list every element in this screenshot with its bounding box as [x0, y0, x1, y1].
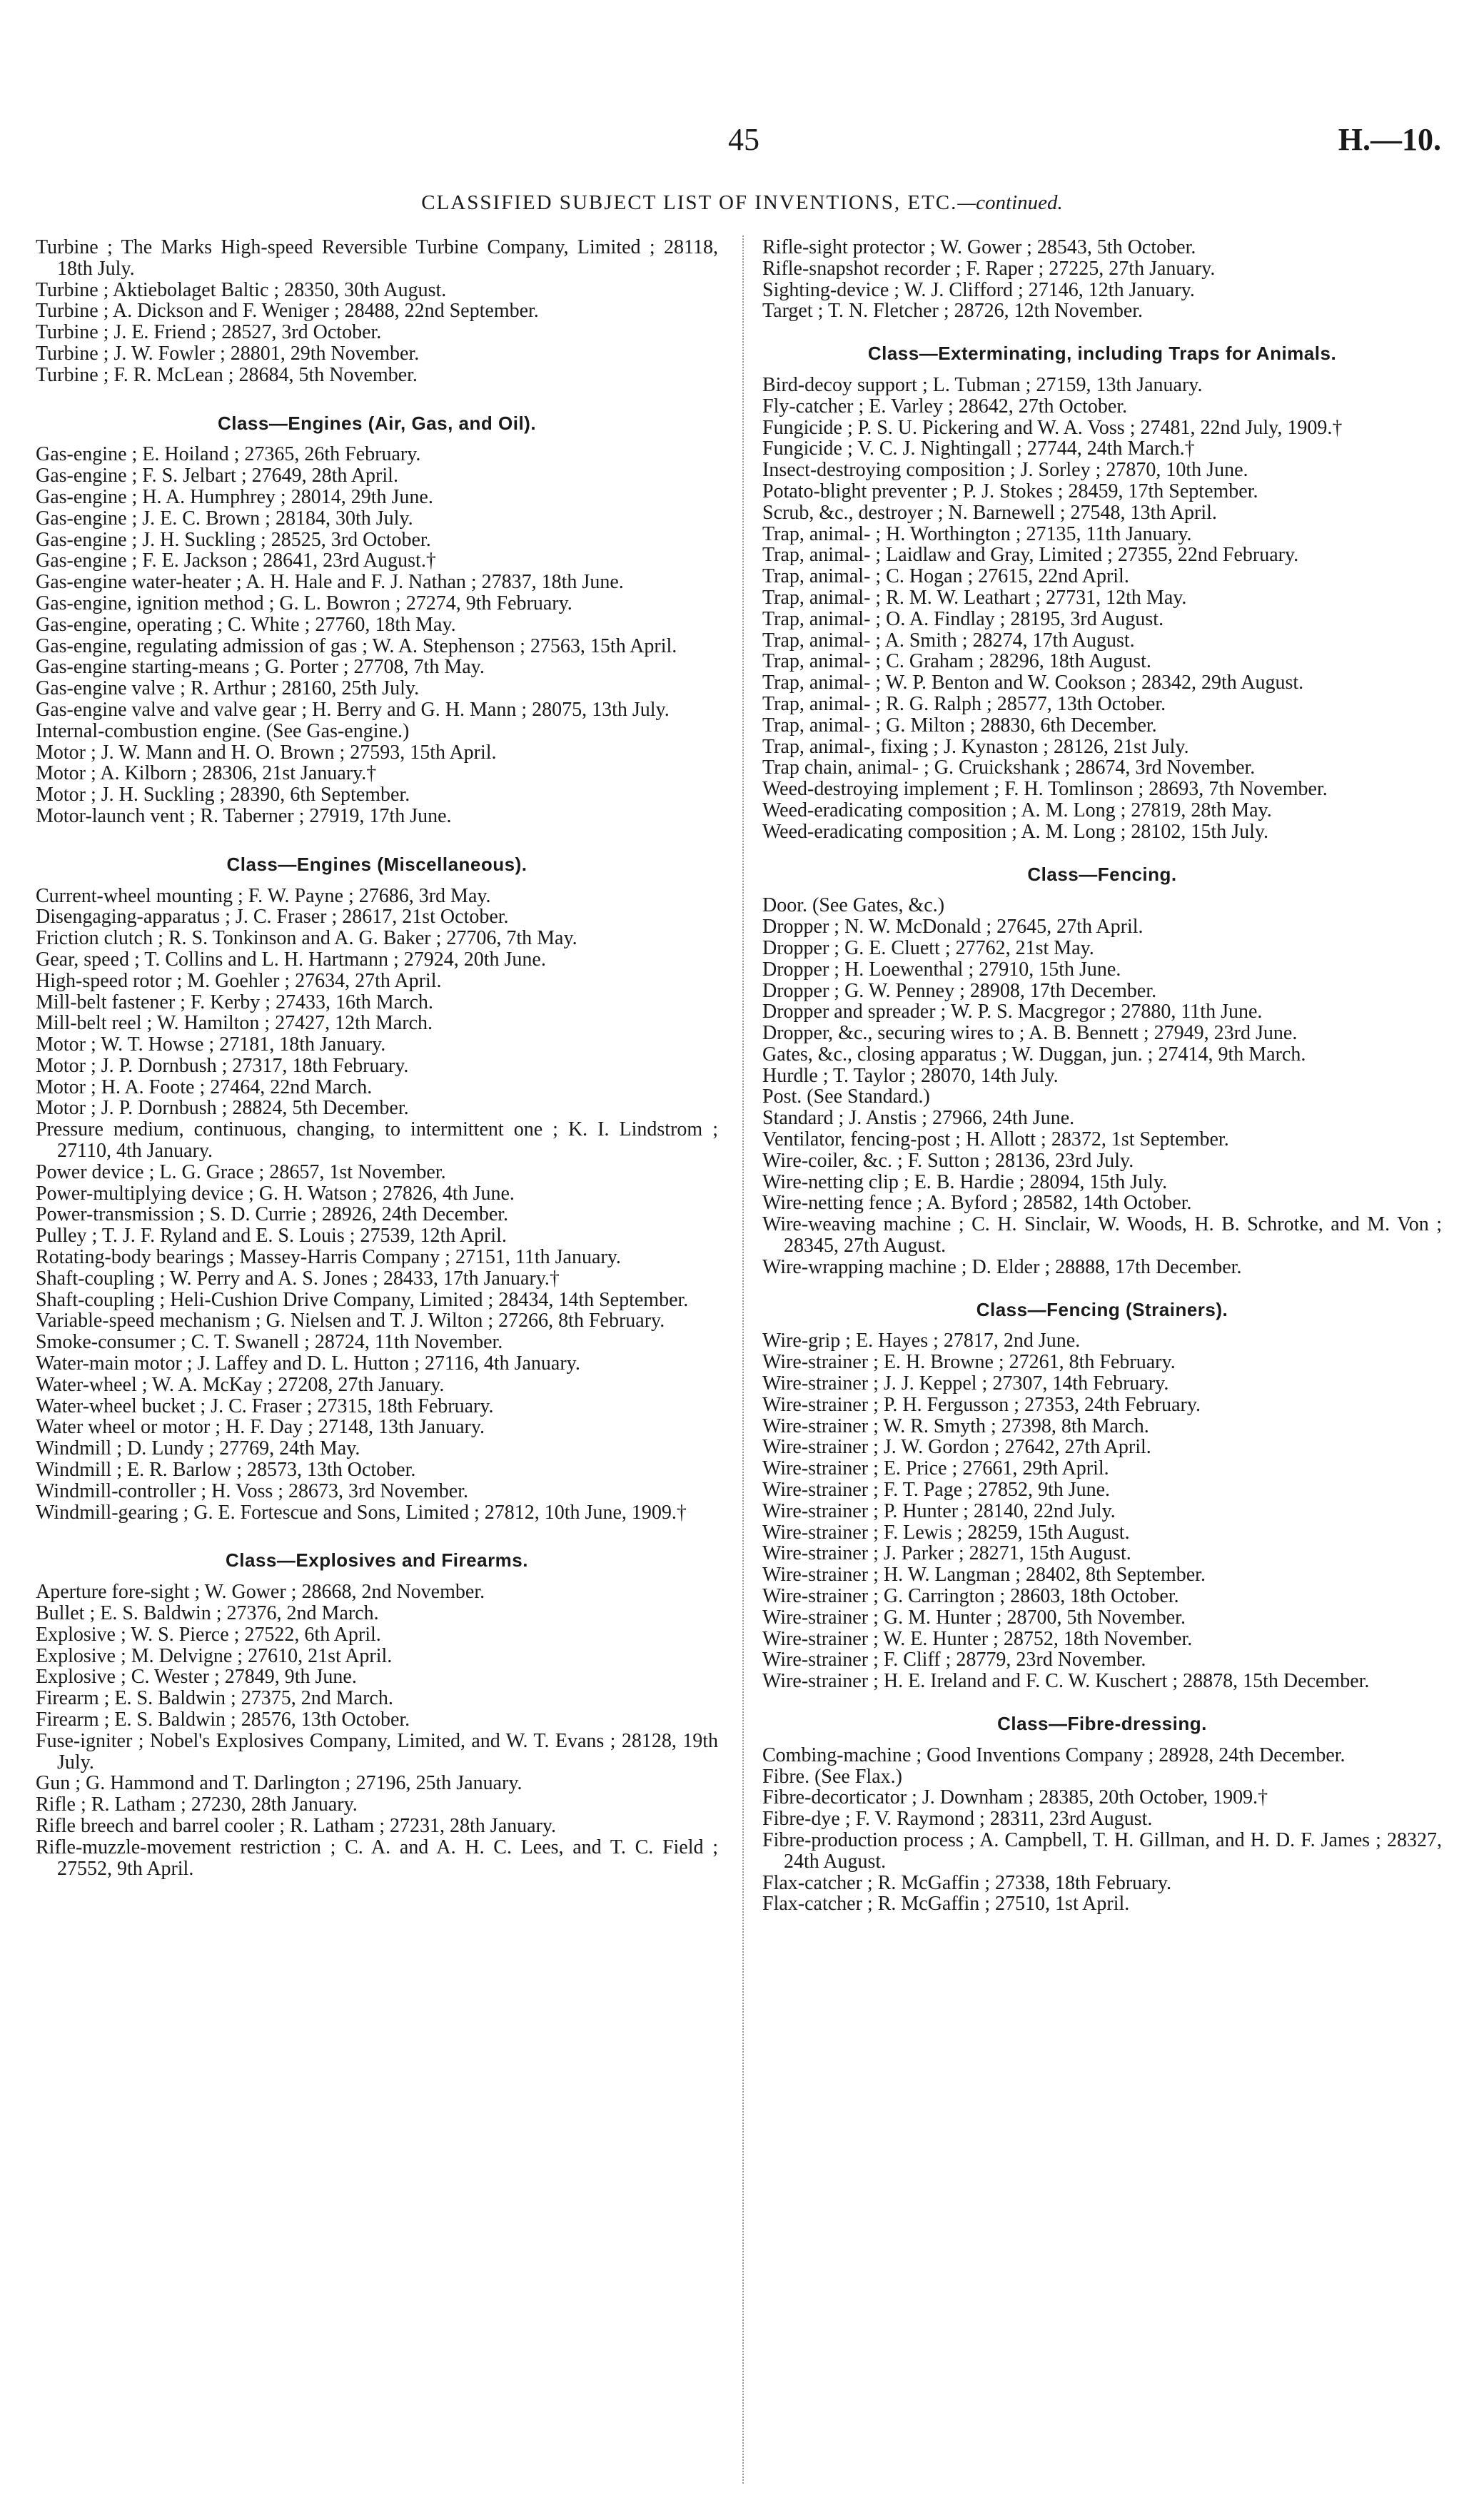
entry-list-engines: [36, 444, 718, 826]
list-item: Turbine ; The Marks High-speed Reversible Turbine Company, Limited ; 28118, 18th July.: [36, 236, 718, 280]
list-item: Water-main motor ; J. Laffey and D. L. Hutton ; 27116, 4th January.: [36, 1352, 580, 1375]
list-item: Gas-engine ; J. H. Suckling ; 28525, 3rd October.: [36, 528, 431, 551]
list-item: Wire-strainer ; P. H. Fergusson ; 27353, 24th February.: [762, 1393, 1201, 1416]
list-item: Explosive ; W. S. Pierce ; 27522, 6th April.: [36, 1623, 381, 1646]
section-heading-explosives: Class—Explosives and Firearms.: [226, 1549, 528, 1572]
list-item: Explosive ; C. Wester ; 27849, 9th June.: [36, 1666, 357, 1689]
list-item: Fibre-dye ; F. V. Raymond ; 28311, 23rd August.: [762, 1808, 1153, 1831]
list-item: Fibre-decorticator ; J. Downham ; 28385, 20th October, 1909.†: [762, 1786, 1268, 1809]
list-item: Fly-catcher ; E. Varley ; 28642, 27th October.: [762, 395, 1128, 418]
list-item: Fibre-production process ; A. Campbell, T. H. Gillman, and H. D. F. James ; 28327, 24th August.: [762, 1828, 1442, 1873]
list-item: Trap, animal- ; H. Worthington ; 27135, 11th January.: [762, 522, 1192, 545]
list-item: Current-wheel mounting ; F. W. Payne ; 27686, 3rd May.: [36, 884, 491, 907]
list-item: Rotating-body bearings ; Massey-Harris Company ; 27151, 11th January.: [36, 1246, 621, 1269]
list-item: Dropper ; G. W. Penney ; 28908, 17th December.: [762, 979, 1157, 1002]
list-item: Rifle breech and barrel cooler ; R. Latham ; 27231, 28th January.: [36, 1814, 557, 1837]
section-heading-fencing-strainers: Class—Fencing (Strainers).: [976, 1298, 1228, 1320]
list-item: Fungicide ; P. S. U. Pickering and W. A. Voss ; 27481, 22nd July, 1909.†: [762, 416, 1343, 439]
list-item: Gas-engine starting-means ; G. Porter ; 27708, 7th May.: [36, 656, 485, 679]
list-item: Rifle-sight protector ; W. Gower ; 28543, 5th October.: [762, 236, 1196, 258]
list-item: Windmill-gearing ; G. E. Fortescue and Sons, Limited ; 27812, 10th June, 1909.†: [36, 1501, 687, 1524]
left-column: [36, 237, 718, 1879]
section-heading-fibre-dressing: Class—Fibre-dressing.: [997, 1713, 1207, 1734]
list-item: Gas-engine water-heater ; A. H. Hale and F. J. Nathan ; 27837, 18th June.: [36, 571, 624, 594]
list-item: Firearm ; E. S. Baldwin ; 28576, 13th October.: [36, 1709, 410, 1731]
list-item: Wire-netting clip ; E. B. Hardie ; 28094, 15th July.: [762, 1170, 1168, 1193]
list-item: Wire-strainer ; E. H. Browne ; 27261, 8th February.: [762, 1351, 1176, 1374]
section-heading-exterminating: Class—Exterminating, including Traps for Animals.: [867, 343, 1337, 365]
list-item: Rifle-snapshot recorder ; F. Raper ; 27225, 27th January.: [762, 257, 1216, 280]
list-item: Windmill ; D. Lundy ; 27769, 24th May.: [36, 1437, 360, 1460]
entry-list-fibre-dressing: [762, 1745, 1442, 1915]
list-item: Gas-engine valve and valve gear ; H. Berry and G. H. Mann ; 28075, 13th July.: [36, 698, 670, 721]
list-item: Rifle ; R. Latham ; 27230, 28th January.: [36, 1793, 358, 1816]
list-item: Aperture fore-sight ; W. Gower ; 28668, 2nd November.: [36, 1581, 485, 1604]
list-item: Fuse-igniter ; Nobel's Explosives Company, Limited, and W. T. Evans ; 28128, 19th July.: [36, 1729, 718, 1773]
list-item: High-speed rotor ; M. Goehler ; 27634, 27th April.: [36, 969, 442, 992]
list-item: Wire-grip ; E. Hayes ; 27817, 2nd June.: [762, 1330, 1081, 1352]
list-item: Trap, animal- ; A. Smith ; 28274, 17th August.: [762, 629, 1135, 652]
list-item: Wire-weaving machine ; C. H. Sinclair, W. Woods, H. B. Schrotke, and M. Von ; 28345, 27th August.: [762, 1213, 1442, 1258]
list-item: Flax-catcher ; R. McGaffin ; 27510, 1st April.: [762, 1893, 1130, 1916]
list-item: Bullet ; E. S. Baldwin ; 27376, 2nd March.: [36, 1602, 379, 1625]
section-heading-engines: Class—Engines (Air, Gas, and Oil).: [217, 412, 537, 434]
list-item: Dropper, &c., securing wires to ; A. B. Bennett ; 27949, 23rd June.: [762, 1022, 1298, 1045]
list-item: Motor ; J. P. Dornbush ; 28824, 5th December.: [36, 1097, 409, 1120]
list-item: Gun ; G. Hammond and T. Darlington ; 27196, 25th January.: [36, 1772, 523, 1795]
list-item: Standard ; J. Anstis ; 27966, 24th June.: [762, 1107, 1075, 1130]
list-item: Fibre. (See Flax.): [762, 1765, 902, 1788]
list-item: Wire-netting fence ; A. Byford ; 28582, 14th October.: [762, 1192, 1192, 1215]
list-item: Turbine ; J. E. Friend ; 28527, 3rd October.: [36, 321, 382, 344]
list-item: Dropper ; N. W. McDonald ; 27645, 27th April.: [762, 916, 1144, 938]
list-item: Wire-strainer ; P. Hunter ; 28140, 22nd July.: [762, 1499, 1116, 1522]
list-item: Wire-strainer ; W. E. Hunter ; 28752, 18th November.: [762, 1627, 1193, 1650]
list-item: Shaft-coupling ; Heli-Cushion Drive Company, Limited ; 28434, 14th September.: [36, 1288, 689, 1311]
entry-list-fencing: [762, 895, 1442, 1277]
list-item: Explosive ; M. Delvigne ; 27610, 21st April.: [36, 1644, 393, 1667]
section-heading-engines-misc: Class—Engines (Miscellaneous).: [226, 853, 528, 875]
page-number: 45: [728, 122, 759, 157]
list-item: Power device ; L. G. Grace ; 28657, 1st November.: [36, 1160, 446, 1183]
list-item: Mill-belt reel ; W. Hamilton ; 27427, 12th March.: [36, 1012, 433, 1035]
list-item: Gas-engine valve ; R. Arthur ; 28160, 25th July.: [36, 677, 420, 700]
entry-list-firearms-cont: [762, 237, 1442, 322]
list-item: Flax-catcher ; R. McGaffin ; 27338, 18th February.: [762, 1871, 1172, 1894]
list-item: Gates, &c., closing apparatus ; W. Duggan, jun. ; 27414, 9th March.: [762, 1043, 1306, 1066]
list-item: Wire-wrapping machine ; D. Elder ; 28888, 17th December.: [762, 1255, 1242, 1278]
entry-list-exterminating: [762, 375, 1442, 843]
list-item: Weed-destroying implement ; F. H. Tomlinson ; 28693, 7th November.: [762, 778, 1328, 801]
list-item: Dropper and spreader ; W. P. S. Macgregor ; 27880, 11th June.: [762, 1001, 1263, 1023]
list-item: Trap, animal- ; C. Graham ; 28296, 18th August.: [762, 650, 1151, 673]
list-item: Pulley ; T. J. F. Ryland and E. S. Louis ; 27539, 12th April.: [36, 1225, 507, 1248]
page-title: [0, 191, 1484, 215]
page-reference: H.—10.: [1338, 122, 1441, 157]
list-item: Trap, animal- ; W. P. Benton and W. Cookson ; 28342, 29th August.: [762, 672, 1304, 694]
list-item: Sighting-device ; W. J. Clifford ; 27146, 12th January.: [762, 278, 1195, 301]
list-item: Hurdle ; T. Taylor ; 28070, 14th July.: [762, 1064, 1059, 1087]
list-item: Wire-strainer ; H. E. Ireland and F. C. W. Kuschert ; 28878, 15th December.: [762, 1670, 1370, 1693]
list-item: Firearm ; E. S. Baldwin ; 27375, 2nd March.: [36, 1687, 393, 1710]
list-item: Water wheel or motor ; H. F. Day ; 27148, 13th January.: [36, 1416, 485, 1439]
list-item: Target ; T. N. Fletcher ; 28726, 12th November.: [762, 300, 1144, 323]
list-item: Water-wheel ; W. A. McKay ; 27208, 27th January.: [36, 1373, 445, 1396]
right-column: [762, 237, 1442, 1915]
list-item: Gas-engine ; F. E. Jackson ; 28641, 23rd August.†: [36, 550, 436, 572]
list-item: Trap, animal- ; Laidlaw and Gray, Limited ; 27355, 22nd February.: [762, 544, 1299, 567]
list-item: Trap, animal- ; R. G. Ralph ; 28577, 13th October.: [762, 692, 1166, 715]
list-item: Turbine ; J. W. Fowler ; 28801, 29th November.: [36, 342, 420, 365]
list-item: Windmill-controller ; H. Voss ; 28673, 3rd November.: [36, 1479, 469, 1502]
list-item: Ventilator, fencing-post ; H. Allott ; 28372, 1st September.: [762, 1128, 1229, 1151]
list-item: Gas-engine, ignition method ; G. L. Bowron ; 27274, 9th February.: [36, 592, 572, 614]
title-text: CLASSIFIED SUBJECT LIST OF INVENTIONS, ETC.: [421, 191, 958, 214]
list-item: Friction clutch ; R. S. Tonkinson and A. G. Baker ; 27706, 7th May.: [36, 927, 577, 950]
list-item: Wire-strainer ; F. Cliff ; 28779, 23rd November.: [762, 1649, 1146, 1671]
list-item: Windmill ; E. R. Barlow ; 28573, 13th October.: [36, 1459, 416, 1482]
list-item: Wire-strainer ; E. Price ; 27661, 29th April.: [762, 1457, 1109, 1480]
list-item: Power-transmission ; S. D. Currie ; 28926, 24th December.: [36, 1203, 509, 1226]
list-item: Gas-engine, regulating admission of gas ; W. A. Stephenson ; 27563, 15th April.: [36, 634, 677, 657]
list-item: Scrub, &c., destroyer ; N. Barnewell ; 27548, 13th April.: [762, 501, 1217, 524]
list-item: Wire-strainer ; F. Lewis ; 28259, 15th August.: [762, 1521, 1130, 1544]
list-item: Gas-engine ; E. Hoiland ; 27365, 26th February.: [36, 443, 421, 466]
list-item: Motor ; W. T. Howse ; 27181, 18th January.: [36, 1033, 386, 1056]
list-item: Turbine ; F. R. McLean ; 28684, 5th November.: [36, 363, 418, 386]
list-item: Mill-belt fastener ; F. Kerby ; 27433, 16th March.: [36, 991, 433, 1013]
title-continued: —continued.: [957, 191, 1063, 214]
column-divider: [742, 236, 744, 2484]
list-item: Smoke-consumer ; C. T. Swanell ; 28724, 11th November.: [36, 1331, 503, 1354]
list-item: Turbine ; Aktiebolaget Baltic ; 28350, 30th August.: [36, 278, 447, 301]
list-item: Trap chain, animal- ; G. Cruickshank ; 28674, 3rd November.: [762, 756, 1256, 779]
list-item: Weed-eradicating composition ; A. M. Long ; 27819, 28th May.: [762, 799, 1272, 821]
list-item: Wire-strainer ; H. W. Langman ; 28402, 8th September.: [762, 1564, 1206, 1587]
entry-list-explosives: [36, 1582, 718, 1879]
list-item: Wire-strainer ; W. R. Smyth ; 27398, 8th March.: [762, 1415, 1149, 1437]
list-item: Trap, animal- ; C. Hogan ; 27615, 22nd April.: [762, 565, 1129, 588]
list-item: Wire-strainer ; J. W. Gordon ; 27642, 27th April.: [762, 1436, 1151, 1459]
list-item: Pressure medium, continuous, changing, to intermittent one ; K. I. Lindstrom ; 27110, 4th January.: [36, 1118, 718, 1163]
list-item: Weed-eradicating composition ; A. M. Long ; 28102, 15th July.: [762, 820, 1269, 843]
list-item: Wire-strainer ; J. Parker ; 28271, 15th August.: [762, 1542, 1131, 1565]
section-heading-fencing: Class—Fencing.: [1027, 863, 1177, 885]
list-item: Water-wheel bucket ; J. C. Fraser ; 27315, 18th February.: [36, 1395, 494, 1417]
list-item: Post. (See Standard.): [762, 1086, 930, 1108]
list-item: Wire-strainer ; G. M. Hunter ; 28700, 5th November.: [762, 1606, 1186, 1629]
list-item: Bird-decoy support ; L. Tubman ; 27159, 13th January.: [762, 373, 1203, 396]
list-item: Wire-strainer ; F. T. Page ; 27852, 9th June.: [762, 1479, 1111, 1502]
list-item: Motor ; J. H. Suckling ; 28390, 6th September.: [36, 784, 410, 806]
list-item: Motor ; A. Kilborn ; 28306, 21st January.†: [36, 762, 377, 785]
list-item: Dropper ; G. E. Cluett ; 27762, 21st May.: [762, 936, 1094, 959]
entry-list-turbine: [36, 237, 718, 386]
list-item: Motor ; H. A. Foote ; 27464, 22nd March.: [36, 1076, 373, 1098]
list-item: Variable-speed mechanism ; G. Nielsen and T. J. Wilton ; 27266, 8th February.: [36, 1310, 665, 1332]
list-item: Trap, animal- ; R. M. W. Leathart ; 27731, 12th May.: [762, 586, 1187, 609]
list-item: Gas-engine, operating ; C. White ; 27760, 18th May.: [36, 613, 456, 636]
list-item: Rifle-muzzle-movement restriction ; C. A. and A. H. C. Lees, and T. C. Field ; 27552, 9th April.: [36, 1836, 718, 1880]
list-item: Gas-engine ; J. E. C. Brown ; 28184, 30th July.: [36, 507, 413, 530]
list-item: Insect-destroying composition ; J. Sorley ; 27870, 10th June.: [762, 459, 1248, 482]
entry-list-engines-misc: [36, 886, 718, 1524]
list-item: Fungicide ; V. C. J. Nightingall ; 27744, 24th March.†: [762, 437, 1195, 460]
list-item: Trap, animal-, fixing ; J. Kynaston ; 28126, 21st July.: [762, 735, 1189, 758]
list-item: Power-multiplying device ; G. H. Watson ; 27826, 4th June.: [36, 1182, 515, 1205]
list-item: Gas-engine ; H. A. Humphrey ; 28014, 29th June.: [36, 485, 433, 508]
list-item: Potato-blight preventer ; P. J. Stokes ; 28459, 17th September.: [762, 480, 1258, 502]
list-item: Motor-launch vent ; R. Taberner ; 27919, 17th June.: [36, 804, 452, 827]
list-item: Shaft-coupling ; W. Perry and A. S. Jones ; 28433, 17th January.†: [36, 1267, 560, 1290]
list-item: Internal-combustion engine. (See Gas-engine.): [36, 719, 410, 742]
list-item: Motor ; J. W. Mann and H. O. Brown ; 27593, 15th April.: [36, 741, 497, 764]
list-item: Wire-strainer ; J. J. Keppel ; 27307, 14th February.: [762, 1372, 1169, 1395]
list-item: Trap, animal- ; O. A. Findlay ; 28195, 3rd August.: [762, 607, 1164, 630]
list-item: Gear, speed ; T. Collins and L. H. Hartmann ; 27924, 20th June.: [36, 948, 546, 971]
list-item: Motor ; J. P. Dornbush ; 27317, 18th February.: [36, 1054, 409, 1077]
list-item: Wire-strainer ; G. Carrington ; 28603, 18th October.: [762, 1585, 1179, 1608]
list-item: Combing-machine ; Good Inventions Company ; 28928, 24th December.: [762, 1744, 1346, 1766]
list-item: Dropper ; H. Loewenthal ; 27910, 15th June.: [762, 958, 1121, 981]
list-item: Trap, animal- ; G. Milton ; 28830, 6th December.: [762, 714, 1157, 737]
list-item: Disengaging-apparatus ; J. C. Fraser ; 28617, 21st October.: [36, 906, 509, 928]
entry-list-fencing-strainers: [762, 1330, 1442, 1692]
list-item: Gas-engine ; F. S. Jelbart ; 27649, 28th April.: [36, 465, 398, 487]
list-item: Door. (See Gates, &c.): [762, 894, 945, 917]
list-item: Turbine ; A. Dickson and F. Weniger ; 28488, 22nd September.: [36, 300, 539, 323]
list-item: Wire-coiler, &c. ; F. Sutton ; 28136, 23rd July.: [762, 1149, 1134, 1172]
